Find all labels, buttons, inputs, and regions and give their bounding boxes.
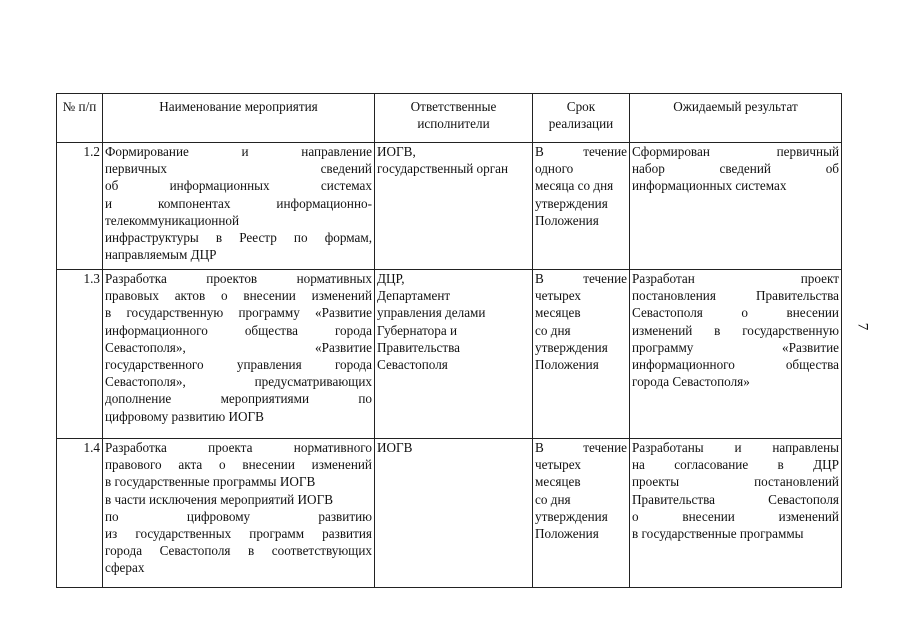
result-line: постановления Правительства bbox=[632, 288, 839, 304]
result-line: Разработаны и направлены bbox=[632, 440, 839, 455]
term-line: месяцев bbox=[535, 305, 581, 321]
name-line: инфраструктуры в Реестр по формам, bbox=[105, 230, 372, 246]
header-result: Ожидаемый результат bbox=[630, 94, 842, 143]
result-line: города Севастополя» bbox=[632, 374, 750, 390]
result-line: Севастополя о внесении bbox=[632, 305, 839, 321]
responsible-line: управления делами bbox=[377, 305, 486, 321]
header-name: Наименование мероприятия bbox=[103, 94, 375, 143]
responsible-line: Правительства bbox=[377, 339, 460, 355]
result-line: в государственные программы bbox=[632, 526, 804, 542]
cell-name bbox=[103, 143, 375, 270]
cell-responsible bbox=[375, 270, 533, 439]
name-line: правовых актов о внесении изменений bbox=[105, 288, 372, 304]
name-line: государственного управления города bbox=[105, 357, 372, 373]
result-line: Разработан проект bbox=[632, 271, 839, 286]
cell-name bbox=[103, 439, 375, 588]
name-line: правового акта о внесении изменений bbox=[105, 457, 372, 473]
name-line: дополнение мероприятиями по bbox=[105, 391, 372, 407]
name-line: из государственных программ развития bbox=[105, 526, 372, 542]
name-line: об информационных системах bbox=[105, 178, 372, 194]
term-line: четырех bbox=[535, 457, 581, 473]
term-line: месяца со дня bbox=[535, 178, 614, 194]
table-row bbox=[57, 143, 842, 270]
responsible-line: Департамент bbox=[377, 288, 451, 304]
result-line: о внесении изменений bbox=[632, 508, 839, 524]
name-line: по цифровому развитию bbox=[105, 508, 372, 524]
responsible-line: ДЦР, bbox=[377, 271, 405, 286]
measures-table bbox=[56, 93, 842, 588]
row-number: 1.4 bbox=[57, 439, 103, 588]
result-line: программу «Развитие bbox=[632, 339, 839, 355]
term-line: Положения bbox=[535, 357, 599, 373]
cell-term bbox=[533, 270, 630, 439]
cell-name bbox=[103, 270, 375, 439]
term-line: одного bbox=[535, 161, 574, 177]
cell-responsible bbox=[375, 143, 533, 270]
term-line: со дня bbox=[535, 491, 571, 507]
name-line: направляемым ДЦР bbox=[105, 247, 217, 263]
term-line: В течение bbox=[535, 144, 627, 159]
table-row bbox=[57, 439, 842, 588]
result-line: на согласование в ДЦР bbox=[632, 457, 839, 473]
responsible-line: государственный орган bbox=[377, 161, 509, 177]
name-line: в государственные программы ИОГВ bbox=[105, 474, 316, 490]
term-line: Положения bbox=[535, 212, 599, 228]
name-line: в государственную программу «Развитие bbox=[105, 305, 372, 321]
result-line: информационного общества bbox=[632, 357, 839, 373]
result-line: изменений в государственную bbox=[632, 322, 839, 338]
term-line: месяцев bbox=[535, 474, 581, 490]
cell-result bbox=[630, 270, 842, 439]
name-line: Севастополя», предусматривающих bbox=[105, 374, 372, 390]
header-responsible: Ответственные исполнители bbox=[375, 94, 533, 143]
cell-term bbox=[533, 143, 630, 270]
term-line: В течение bbox=[535, 440, 627, 455]
name-line: и компонентах информационно- bbox=[105, 195, 372, 211]
responsible-line: Губернатора и bbox=[377, 322, 458, 338]
term-line: утверждения bbox=[535, 339, 608, 355]
name-line: сферах bbox=[105, 560, 145, 576]
cell-result bbox=[630, 439, 842, 588]
result-line: Сформирован первичный bbox=[632, 144, 839, 159]
term-line: со дня bbox=[535, 322, 571, 338]
result-line: проекты постановлений bbox=[632, 474, 839, 490]
name-line: Разработка проекта нормативного bbox=[105, 440, 372, 455]
cell-responsible bbox=[375, 439, 533, 588]
result-line: информационных системах bbox=[632, 178, 787, 194]
table-header-row bbox=[57, 94, 842, 143]
term-line: утверждения bbox=[535, 508, 608, 524]
table-row bbox=[57, 270, 842, 439]
name-line: цифровому развитию ИОГВ bbox=[105, 408, 264, 424]
row-number: 1.3 bbox=[57, 270, 103, 439]
cell-result bbox=[630, 143, 842, 270]
responsible-line: ИОГВ bbox=[377, 440, 413, 455]
name-line: информационного общества города bbox=[105, 322, 372, 338]
page-number: 7 bbox=[854, 322, 871, 331]
cell-term bbox=[533, 439, 630, 588]
header-num: № п/п bbox=[57, 94, 103, 143]
name-line: первичных сведений bbox=[105, 161, 372, 177]
term-line: утверждения bbox=[535, 195, 608, 211]
name-line: Разработка проектов нормативных bbox=[105, 271, 372, 286]
name-line: Севастополя», «Развитие bbox=[105, 339, 372, 355]
term-line: Положения bbox=[535, 526, 599, 542]
responsible-line: Севастополя bbox=[377, 357, 448, 373]
row-number: 1.2 bbox=[57, 143, 103, 270]
result-line: Правительства Севастополя bbox=[632, 491, 839, 507]
name-line: города Севастополя в соответствующих bbox=[105, 543, 372, 559]
result-line: набор сведений об bbox=[632, 161, 839, 177]
term-line: В течение bbox=[535, 271, 627, 286]
responsible-line: ИОГВ, bbox=[377, 144, 416, 159]
header-term: Срок реализации bbox=[533, 94, 630, 143]
name-line: телекоммуникационной bbox=[105, 212, 240, 228]
name-line: в части исключения мероприятий ИОГВ bbox=[105, 491, 333, 507]
term-line: четырех bbox=[535, 288, 581, 304]
name-line: Формирование и направление bbox=[105, 144, 372, 159]
